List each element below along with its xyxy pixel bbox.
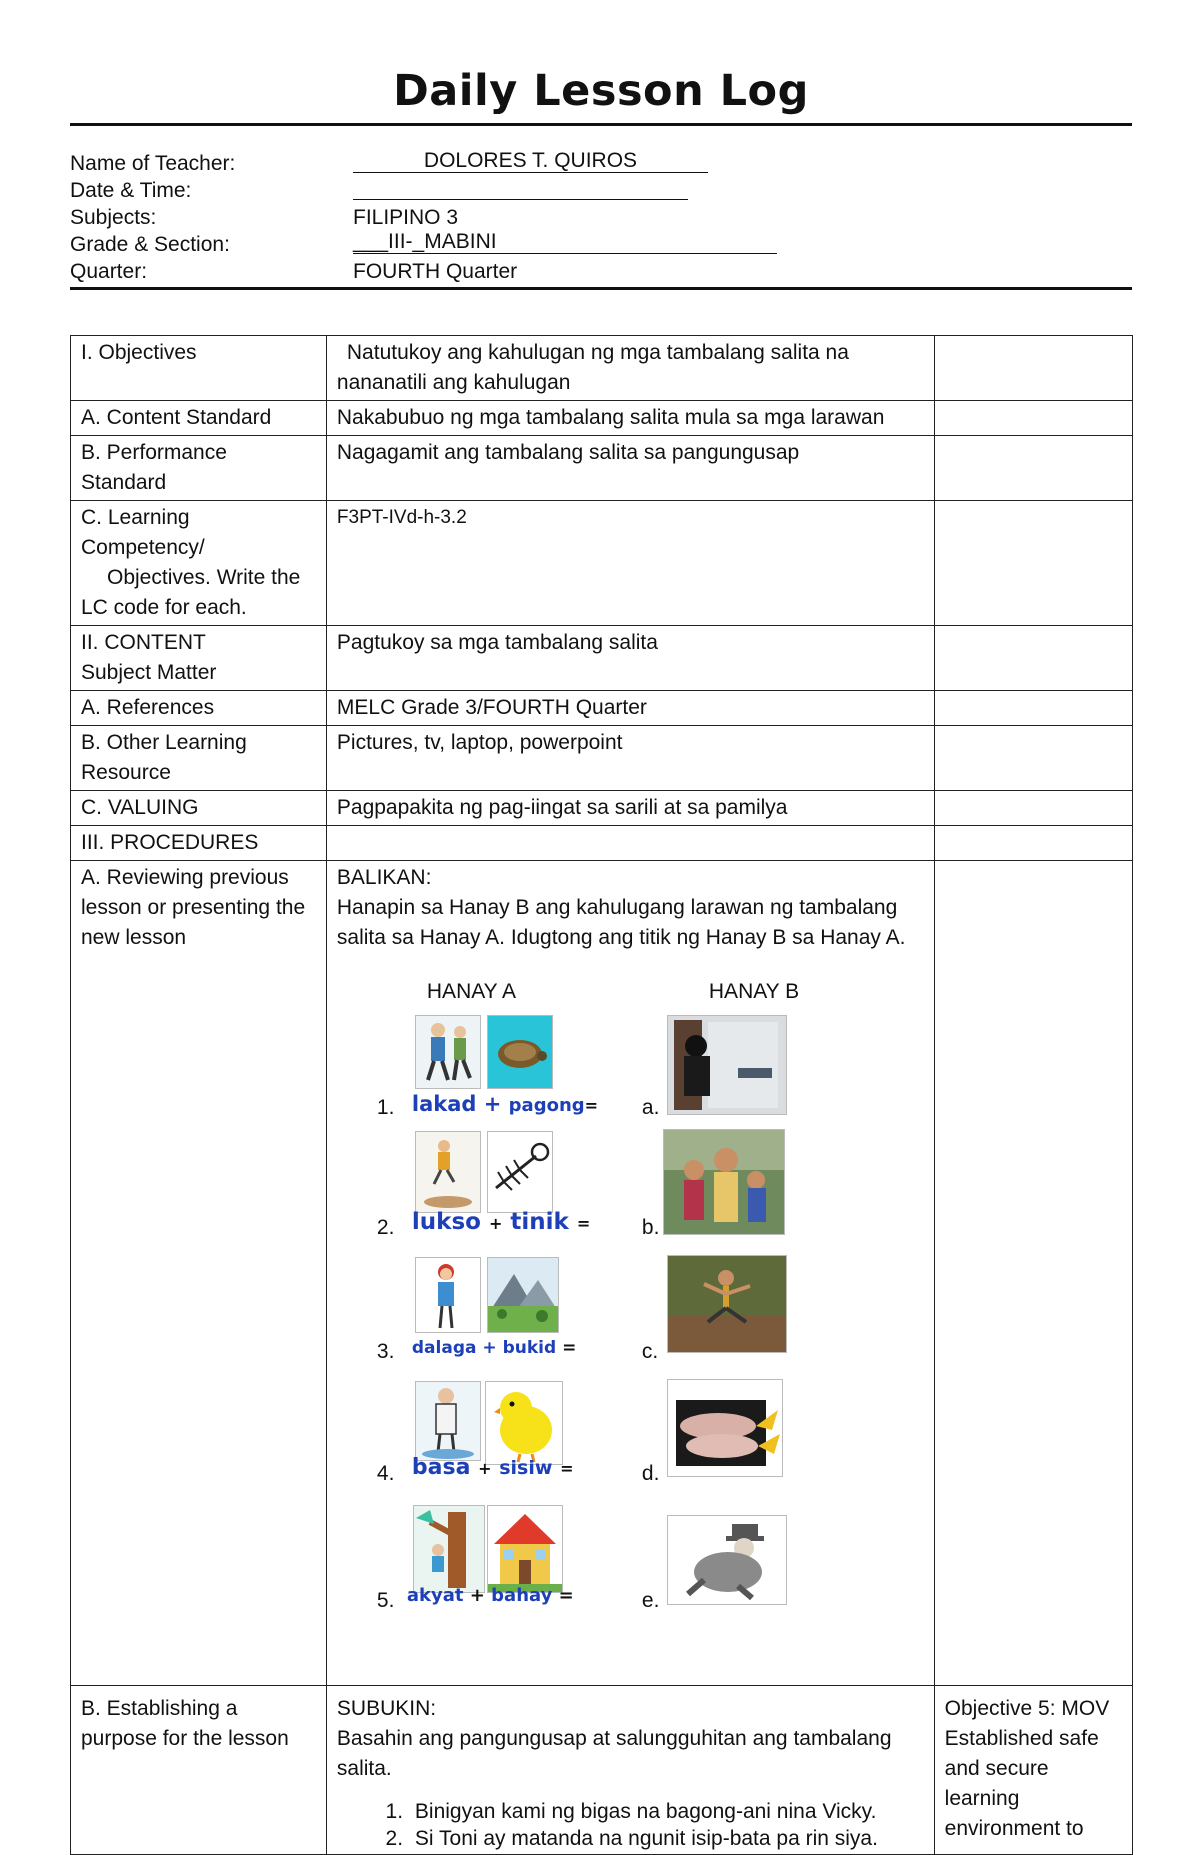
other-resources-notes xyxy=(934,726,1132,791)
other-resources-label xyxy=(71,726,327,791)
compound-word-3 xyxy=(412,1333,576,1363)
lc-label-line-2: Objectives. Write the xyxy=(107,566,301,589)
performance-standard-value: Nagagamit ang tambalang salita sa pangungusap xyxy=(326,436,934,501)
review-notes xyxy=(934,861,1132,1686)
turtle-image xyxy=(487,1015,553,1089)
review-label: A. Reviewing previous lesson or presenting the new lesson xyxy=(71,861,327,1686)
teacher-value: DOLORES T. QUIROS xyxy=(353,150,708,173)
balikan-heading: BALIKAN: xyxy=(336,866,432,889)
hanay-b-letter-b: b. xyxy=(641,1216,660,1239)
learning-competency-label xyxy=(71,501,327,626)
plus-1: + xyxy=(483,1092,502,1116)
content-value: Pagtukoy sa mga tambalang salita xyxy=(326,626,934,691)
info-rule xyxy=(70,287,1132,290)
hanay-b-letter-a: a. xyxy=(641,1096,660,1119)
purpose-label: B. Establishing a purpose for the lesson xyxy=(71,1686,327,1855)
wet-person-image xyxy=(415,1381,481,1461)
lc-label-line-1: C. Learning Competency/ xyxy=(81,506,205,559)
compound-word-4 xyxy=(412,1453,574,1484)
word-2-first: lukso xyxy=(411,1209,481,1235)
content-label-line-2: Subject Matter xyxy=(81,661,217,684)
row-procedures xyxy=(71,826,1133,861)
grade-label: Grade & Section: xyxy=(70,233,230,256)
content-standard-notes xyxy=(934,401,1132,436)
row-references xyxy=(71,691,1133,726)
hanay-b-title: HANAY B xyxy=(708,980,800,1003)
references-notes xyxy=(934,691,1132,726)
row-content-standard xyxy=(71,401,1133,436)
hanay-b-letter-c: c. xyxy=(641,1340,659,1363)
quarter-row xyxy=(70,258,1132,285)
procedures-value xyxy=(326,826,934,861)
hanay-a-number-2: 2. xyxy=(376,1216,395,1239)
content-standard-value: Nakabubuo ng mga tambalang salita mula sa mga larawan xyxy=(326,401,934,436)
word-5-first: akyat xyxy=(406,1585,464,1606)
performance-standard-label: B. Performance Standard xyxy=(71,436,327,501)
compound-word-5 xyxy=(407,1581,574,1611)
valuing-notes xyxy=(934,791,1132,826)
house-image xyxy=(487,1505,563,1593)
teacher-label: Name of Teacher: xyxy=(70,152,236,175)
matching-exercise xyxy=(337,953,924,1683)
quarter-value: FOURTH Quarter xyxy=(353,260,518,283)
date-row xyxy=(70,177,1132,204)
review-content xyxy=(326,861,934,1686)
sentence-item: 1. Binigyan kami ng bigas na bagong-ani nina Vicky. xyxy=(409,1798,924,1825)
climbing-tree-image xyxy=(413,1505,485,1593)
procedures-label: III. PROCEDURES xyxy=(71,826,327,861)
teacher-info xyxy=(70,150,1132,285)
subjects-label: Subjects: xyxy=(70,206,157,229)
young-woman-image xyxy=(415,1257,481,1333)
subukin-heading: SUBUKIN: xyxy=(336,1697,437,1720)
sentence-list xyxy=(337,1798,924,1852)
equals-4: = xyxy=(560,1459,574,1478)
content-label-line-1: II. CONTENT xyxy=(81,631,206,654)
word-4-first: basa xyxy=(411,1455,471,1480)
row-other-resources xyxy=(71,726,1133,791)
balikan-instructions: Hanapin sa Hanay B ang kahulugang larawan ng tambalang salita sa Hanay A. Idugtong ang titik ng Hanay B sa Hanay A. xyxy=(336,896,906,949)
word-2-second: tinik xyxy=(510,1209,569,1235)
jumping-child-image xyxy=(415,1131,481,1213)
learning-competency-notes xyxy=(934,501,1132,626)
performance-standard-notes xyxy=(934,436,1132,501)
plus-2: + xyxy=(488,1214,503,1233)
hanay-a-title: HANAY A xyxy=(426,980,516,1003)
thief-image xyxy=(667,1515,787,1605)
equals-2: = xyxy=(576,1214,591,1233)
equals-5: = xyxy=(558,1585,574,1606)
mountain-field-image xyxy=(487,1257,559,1333)
date-value-blank xyxy=(353,177,688,200)
references-label: A. References xyxy=(71,691,327,726)
subukin-instructions: Basahin ang pangungusap at salungguhitan ang tambalang salita. xyxy=(336,1727,892,1780)
sentence-item: 2. Si Toni ay matanda na ngunit isip-bata pa rin siya. xyxy=(409,1825,924,1852)
quarter-label: Quarter: xyxy=(70,260,148,283)
other-resources-value: Pictures, tv, laptop, powerpoint xyxy=(326,726,934,791)
plus-4: + xyxy=(478,1459,492,1478)
valuing-value: Pagpapakita ng pag-iingat sa sarili at sa pamilya xyxy=(326,791,934,826)
content-standard-label: A. Content Standard xyxy=(71,401,327,436)
grade-value xyxy=(353,231,777,254)
teacher-row xyxy=(70,150,1132,177)
row-valuing xyxy=(71,791,1133,826)
compound-word-2 xyxy=(412,1207,590,1239)
jumping-game-image xyxy=(667,1255,787,1353)
fish-tray-image xyxy=(667,1379,783,1477)
row-purpose xyxy=(71,1686,1133,1855)
word-1-first: lakad xyxy=(411,1092,477,1116)
hanay-a-number-3: 3. xyxy=(376,1340,395,1363)
hanay-b-letter-d: d. xyxy=(641,1462,660,1485)
title-rule xyxy=(70,123,1132,126)
other-label-line-1: B. Other Learning xyxy=(81,731,247,754)
burglar-door-image xyxy=(667,1015,787,1115)
other-label-line-2: Resource xyxy=(81,761,171,784)
grade-section: III-_MABINI xyxy=(388,230,497,253)
hanay-a-number-1: 1. xyxy=(376,1096,395,1119)
row-objectives xyxy=(71,336,1133,401)
row-review xyxy=(71,861,1133,1686)
plus-5: + xyxy=(469,1585,485,1606)
row-performance-standard xyxy=(71,436,1133,501)
subjects-value: FILIPINO 3 xyxy=(353,206,459,229)
plus-3: + xyxy=(482,1338,497,1358)
hanay-b-letter-e: e. xyxy=(641,1589,660,1612)
word-4-second: sisiw xyxy=(499,1457,553,1479)
hanay-a-number-4: 4. xyxy=(376,1462,395,1485)
equals-3: = xyxy=(562,1338,577,1358)
purpose-notes: Objective 5: MOV Established safe and secure learning environment to xyxy=(934,1686,1132,1855)
word-3-first: dalaga xyxy=(411,1338,477,1358)
objectives-notes xyxy=(934,336,1132,401)
objectives-value: Natutukoy ang kahulugan ng mga tambalang salita na nananatili ang kahulugan xyxy=(326,336,934,401)
grade-row xyxy=(70,231,1132,258)
date-label: Date & Time: xyxy=(70,179,192,202)
word-3-second: bukid xyxy=(502,1338,557,1358)
purpose-content xyxy=(326,1686,934,1855)
procedures-notes xyxy=(934,826,1132,861)
grade-prefix: ___ xyxy=(353,230,389,253)
walking-people-image xyxy=(415,1015,481,1089)
references-value: MELC Grade 3/FOURTH Quarter xyxy=(326,691,934,726)
lc-code: F3PT-IVd-h-3.2 xyxy=(326,501,934,626)
hanay-a-number-5: 5. xyxy=(376,1589,395,1612)
word-5-second: bahay xyxy=(491,1585,553,1606)
family-image xyxy=(663,1129,785,1235)
content-notes xyxy=(934,626,1132,691)
valuing-label: C. VALUING xyxy=(71,791,327,826)
row-learning-competency xyxy=(71,501,1133,626)
equals-1: = xyxy=(584,1096,599,1115)
row-content xyxy=(71,626,1133,691)
lc-label-line-3: LC code for each. xyxy=(81,596,247,619)
subjects-row xyxy=(70,204,1132,231)
word-1-second: pagong xyxy=(508,1095,585,1116)
compound-word-1 xyxy=(412,1089,598,1121)
objectives-label: I. Objectives xyxy=(71,336,327,401)
lesson-table xyxy=(70,335,1133,1855)
document-title: Daily Lesson Log xyxy=(393,66,809,116)
content-label xyxy=(71,626,327,691)
fish-bone-image xyxy=(487,1131,553,1213)
